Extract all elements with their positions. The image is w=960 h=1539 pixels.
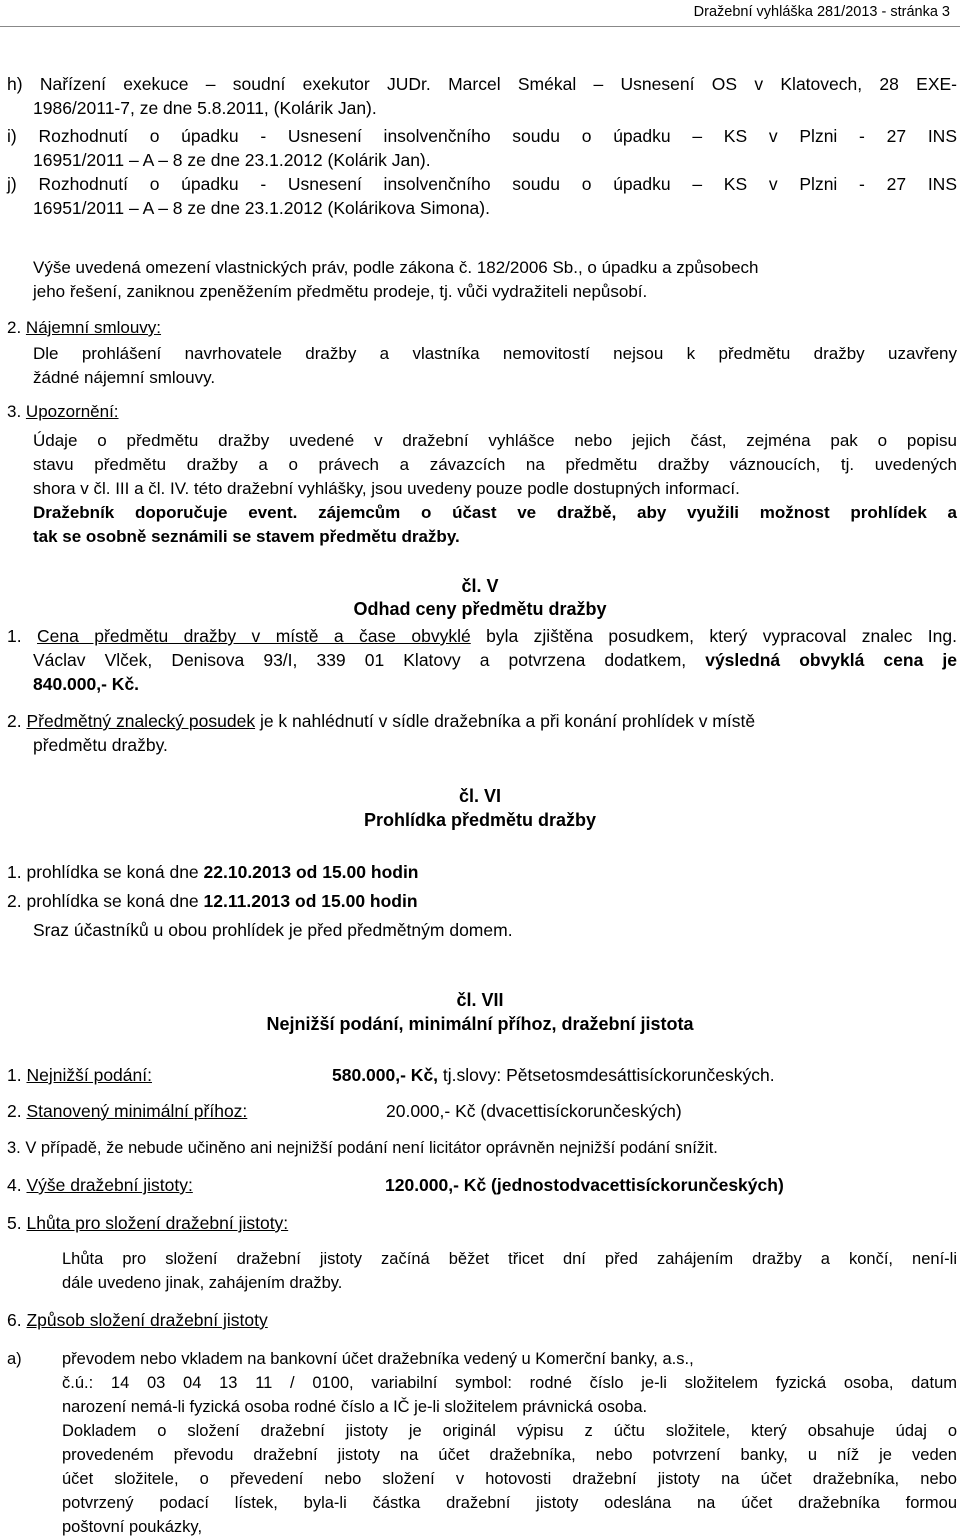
deposit-deadline-line1: Lhůta pro složení dražební jistoty začíná běžet třicet dní před zahájením dražby a končí, není-li	[62, 1250, 957, 1268]
notice-heading: Upozornění:	[25, 402, 119, 421]
restrictions-line1: Výše uvedená omezení vlastnických práv, podle zákona č. 182/2006 Sb., o úpadku a způsobech	[33, 258, 759, 277]
notice-number: 3.	[7, 402, 22, 421]
deposit-method-heading	[7, 1308, 957, 1332]
valuation-p1-underline: Cena předmětu dražby v místě a čase obvyklé	[37, 626, 471, 646]
article-5-title: Odhad ceny předmětu dražby	[353, 599, 607, 619]
notice-bold-line1: Dražebník doporučuje event. zájemcům o účast ve dražbě, aby využili možnost prohlídek a	[33, 503, 957, 522]
valuation-p2-line2: předmětu dražby.	[33, 735, 168, 755]
article-7-title: Nejnižší podání, minimální příhoz, dražební jistota	[266, 1014, 694, 1034]
method-a-marker: a)	[7, 1350, 22, 1368]
valuation-p1-line2: Václav Vlček, Denisova 93/I, 339 01 Klatovy a potvrzena dodatkem,	[33, 650, 706, 670]
lease-heading: Nájemní smlouvy:	[25, 318, 162, 337]
header-title: Dražební vyhláška 281/2013 - stránka 3	[693, 4, 950, 20]
min-bid-number: 1.	[7, 1065, 22, 1085]
method-a-line8: poštovní poukázky,	[62, 1518, 203, 1536]
article-6-number: čl. VI	[458, 786, 502, 806]
lease-line1: Dle prohlášení navrhovatele dražby a vlastníka nemovitostí nejsou k předmětu dražby uzavřeny	[33, 344, 957, 363]
valuation-p2-number: 2.	[7, 711, 22, 731]
inspection-meeting: Sraz účastníků u obou prohlídek je před předmětným domem.	[33, 920, 513, 940]
notice-bold-line2: tak se osobně seznámili se stavem předmětu dražby.	[33, 527, 460, 546]
deposit-deadline-text	[62, 1247, 957, 1295]
lease-line2: žádné nájemní smlouvy.	[33, 368, 216, 387]
min-bid-value: 580.000,- Kč,	[332, 1065, 439, 1085]
inspection-section	[7, 858, 957, 945]
min-bid-note: 3. V případě, že nebude učiněno ani nejnižší podání není licitátor oprávněn nejnižší podání snížit.	[7, 1139, 718, 1157]
method-a-line5: provedeném převodu dražební jistoty na účet dražebníka, nebo potvrzení banky, u níž je veden	[62, 1446, 957, 1464]
item-j-line2: 16951/2011 – A – 8 ze dne 23.1.2012 (Kolárikova Simona).	[33, 198, 490, 218]
lease-section	[7, 316, 957, 390]
deposit-deadline-heading	[7, 1211, 957, 1235]
valuation-section	[7, 624, 957, 757]
item-j-line1: j) Rozhodnutí o úpadku - Usnesení insolvenčního soudu o úpadku – KS v Plzni - 27 INS	[7, 174, 957, 194]
article-7-number: čl. VII	[456, 990, 504, 1010]
item-h-line2: 1986/2011-7, ze dne 5.8.2011, (Kolárik Jan).	[33, 98, 377, 118]
inspection-2-text: 2. prohlídka se koná dne	[7, 891, 204, 911]
min-increment-number: 2.	[7, 1101, 22, 1121]
deposit-number: 4.	[7, 1175, 22, 1195]
deposit-method-label: Způsob složení dražební jistoty	[26, 1310, 268, 1330]
valuation-p1-number: 1.	[7, 626, 22, 646]
min-increment-value: 20.000,- Kč (dvacettisíckorunčeských)	[386, 1101, 682, 1121]
valuation-p2-rest: je k nahlédnutí v sídle dražebníka a při konání prohlídek v místě	[255, 711, 756, 731]
valuation-p2-underline: Předmětný znalecký posudek	[26, 711, 256, 731]
item-h-line1: h) Nařízení exekuce – soudní exekutor JUDr. Marcel Smékal – Usnesení OS v Klatovech, 28 EXE-	[7, 74, 957, 94]
inspection-2-date: 12.11.2013 od 15.00 hodin	[203, 891, 418, 911]
valuation-price: 840.000,- Kč.	[33, 674, 140, 694]
method-a-line4: Dokladem o složení dražební jistoty je originál výpisu z účtu složitele, který obsahuje údaj o	[62, 1422, 957, 1440]
notice-line1: Údaje o předmětu dražby uvedené v dražební vyhlášce nebo jejich část, zejména pak o popisu	[33, 431, 957, 450]
deposit-label: Výše dražební jistoty:	[26, 1175, 193, 1195]
method-a-line3: narození nemá-li fyzická osoba rodné číslo a IČ je-li složitelem právnická osoba.	[62, 1398, 648, 1416]
deposit-deadline-number: 5.	[7, 1213, 22, 1233]
inspection-1-text: 1. prohlídka se koná dne	[7, 862, 204, 882]
min-bid-words: tj.slovy: Pětsetosmdesáttisíckorunčeských.	[438, 1065, 775, 1085]
page-header	[0, 0, 960, 27]
item-i-line2: 16951/2011 – A – 8 ze dne 23.1.2012 (Kolárik Jan).	[33, 150, 431, 170]
deposit-method-a	[7, 1347, 957, 1539]
deposit-row	[7, 1173, 957, 1197]
article-6-title: Prohlídka předmětu dražby	[363, 810, 597, 830]
min-bid-row	[7, 1063, 957, 1087]
method-a-line7: potvrzený podací lístek, byla-li částka dražební jistoty odeslána na účet dražebníka formou	[62, 1494, 957, 1512]
article-5-number: čl. V	[461, 576, 499, 596]
notice-line2: stavu předmětu dražby a o právech a závazcích na předmětu dražby váznoucích, tj. uvedených	[33, 455, 957, 474]
notice-section	[7, 400, 957, 549]
min-bid-label: Nejnižší podání:	[26, 1065, 152, 1085]
restrictions-line2: jeho řešení, zaniknou zpeněžením předmětu prodeje, tj. vůči vydražiteli nepůsobí.	[33, 282, 648, 301]
method-a-line1: převodem nebo vkladem na bankovní účet dražebníka vedený u Komerční banky, a.s.,	[62, 1350, 694, 1368]
encumbrance-list	[7, 72, 957, 220]
deposit-deadline-line2: dále uvedeno jinak, zahájením dražby.	[62, 1274, 343, 1292]
min-increment-row	[7, 1099, 957, 1123]
deposit-value: 120.000,- Kč (jednostodvacettisíckorunčeských)	[385, 1175, 784, 1195]
method-a-line6: účet složitele, o převedení nebo složení v hotovosti dražební jistoty na účet dražebníka, nebo	[62, 1470, 957, 1488]
valuation-p1-rest: byla zjištěna posudkem, který vypracoval znalec Ing.	[470, 626, 957, 646]
restrictions-paragraph	[33, 256, 957, 304]
deposit-deadline-label: Lhůta pro složení dražební jistoty:	[26, 1213, 289, 1233]
inspection-1-date: 22.10.2013 od 15.00 hodin	[203, 862, 419, 882]
deposit-method-number: 6.	[7, 1310, 22, 1330]
valuation-price-text: výsledná obvyklá cena je	[705, 650, 957, 670]
lease-number: 2.	[7, 318, 22, 337]
item-i-line1: i) Rozhodnutí o úpadku - Usnesení insolvenčního soudu o úpadku – KS v Plzni - 27 INS	[7, 126, 957, 146]
min-increment-label: Stanovený minimální příhoz:	[26, 1101, 248, 1121]
method-a-line2: č.ú.: 14 03 04 13 11 / 0100, variabilní symbol: rodné číslo je-li složitelem fyzická osoba, datum	[62, 1374, 957, 1392]
notice-line3: shora v čl. III a čl. IV. této dražební vyhlášky, jsou uvedeny pouze podle dostupných informací.	[33, 479, 740, 498]
